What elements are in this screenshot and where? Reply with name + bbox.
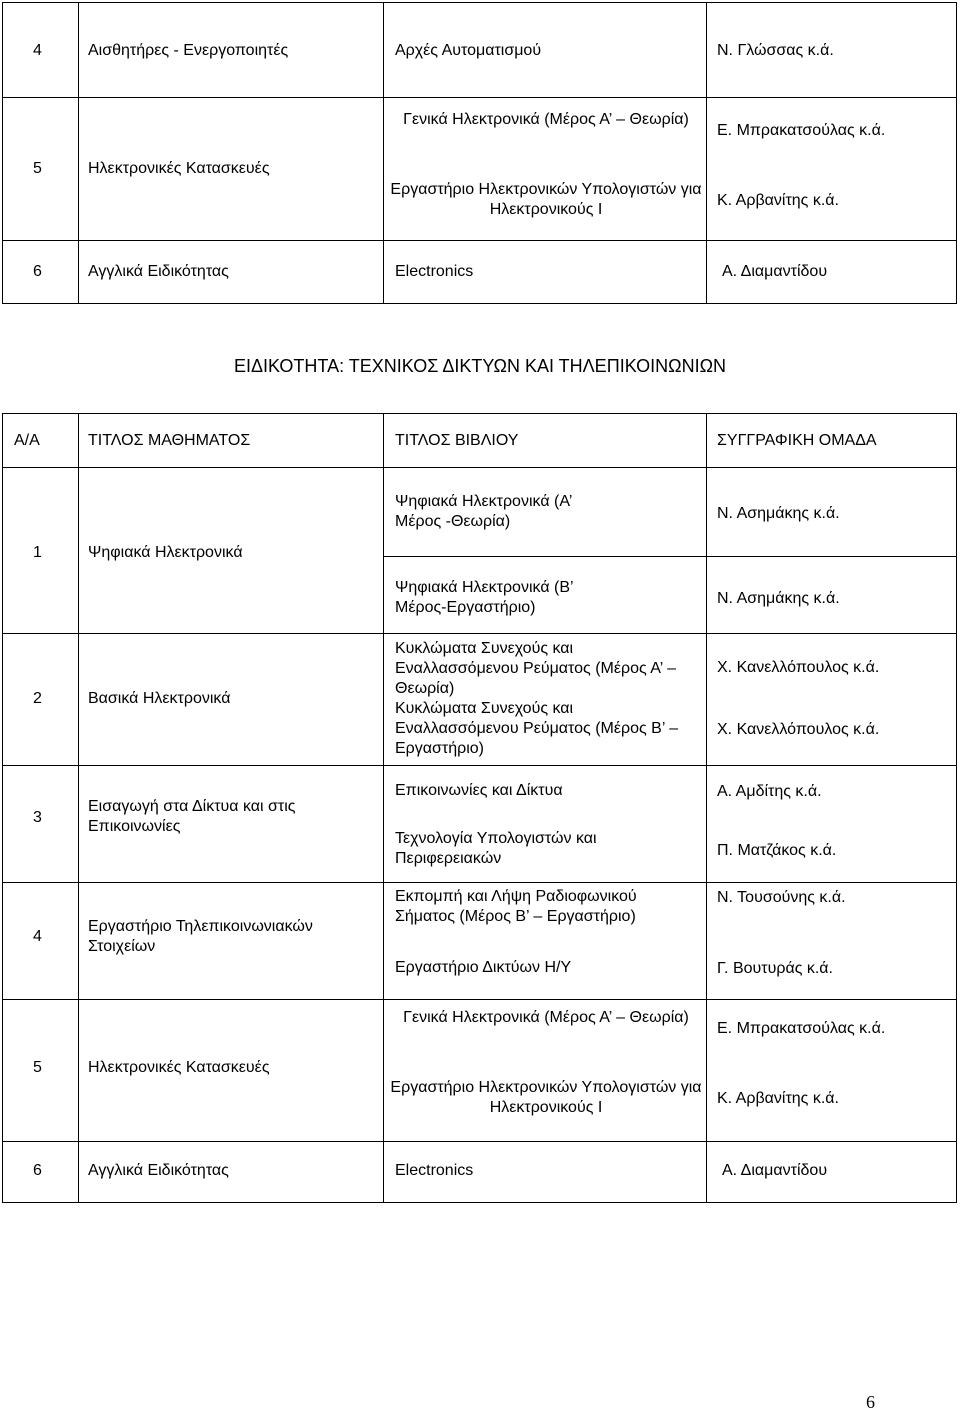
author-group: Κ. Αρβανίτης κ.ά. [717, 192, 839, 209]
row-number: 4 [33, 928, 42, 945]
course-title: Αγγλικά Ειδικότητας [88, 1162, 229, 1179]
page-number: 6 [866, 1392, 875, 1412]
course-title: Βασικά Ηλεκτρονικά [88, 690, 231, 707]
author-group: Ν. Τουσούνης κ.ά. [717, 889, 846, 906]
author-group: Ν. Ασημάκης κ.ά. [717, 590, 840, 607]
book-title: Κυκλώματα Συνεχούς και Εναλλασσόμενου Ρεύματος (Μέρος Α’ – Θεωρία) [395, 640, 677, 697]
book-title: Επικοινωνίες και Δίκτυα [395, 782, 563, 799]
course-title: Ηλεκτρονικές Κατασκευές [88, 160, 270, 177]
book-title: Ψηφιακά Ηλεκτρονικά (Β’ Μέρος-Εργαστήριο) [395, 579, 573, 616]
author-group: Γ. Βουτυράς κ.ά. [717, 960, 833, 977]
section-heading: ΕΙΔΙΚΟΤΗΤΑ: ΤΕΧΝΙΚΟΣ ΔΙΚΤΥΩΝ ΚΑΙ ΤΗΛΕΠΙΚΟΙΝΩΝΙΩΝ [233, 356, 727, 376]
book-title: Εργαστήριο Ηλεκτρονικών Υπολογιστών για Ηλεκτρονικούς Ι [390, 1079, 702, 1116]
author-group: Ε. Μπρακατσούλας κ.ά. [717, 122, 886, 139]
course-title: Ηλεκτρονικές Κατασκευές [88, 1059, 270, 1076]
author-group: Α. Διαμαντίδου [722, 263, 828, 280]
book-title: Εργαστήριο Δικτύων Η/Υ [395, 959, 572, 976]
row-number: 6 [33, 263, 42, 280]
author-group: Χ. Κανελλόπουλος κ.ά. [717, 721, 880, 738]
author-group: Κ. Αρβανίτης κ.ά. [717, 1090, 839, 1107]
course-title: Ψηφιακά Ηλεκτρονικά [88, 544, 243, 561]
author-group: Ν. Γλώσσας κ.ά. [717, 42, 834, 59]
author-group: Ν. Ασημάκης κ.ά. [717, 505, 840, 522]
row-number: 4 [33, 42, 42, 59]
row-number: 6 [33, 1162, 42, 1179]
row-number: 2 [33, 690, 42, 707]
header-book-title: ΤΙΤΛΟΣ ΒΙΒΛΙΟΥ [395, 432, 519, 449]
book-title: Εργαστήριο Ηλεκτρονικών Υπολογιστών για Ηλεκτρονικούς Ι [390, 181, 702, 218]
row-number: 5 [33, 1059, 42, 1076]
book-title: Γενικά Ηλεκτρονικά (Μέρος Α’ – Θεωρία) [403, 111, 689, 128]
course-title: Εισαγωγή στα Δίκτυα και στις Επικοινωνίες [88, 798, 296, 835]
header-number: Α/Α [14, 432, 40, 449]
book-title: Κυκλώματα Συνεχούς και Εναλλασσόμενου Ρεύματος (Μέρος Β’ – Εργαστήριο) [395, 700, 679, 757]
author-group: Α. Διαμαντίδου [722, 1162, 828, 1179]
book-title: Electronics [395, 263, 474, 280]
row-number: 1 [33, 544, 42, 561]
book-title: Εκπομπή και Λήψη Ραδιοφωνικού Σήματος (Μέρος Β’ – Εργαστήριο) [395, 888, 637, 925]
row-number: 3 [33, 809, 42, 826]
course-title: Αισθητήρες - Ενεργοποιητές [88, 42, 289, 59]
course-title: Αγγλικά Ειδικότητας [88, 263, 229, 280]
book-title: Γενικά Ηλεκτρονικά (Μέρος Α’ – Θεωρία) [403, 1009, 689, 1026]
header-course-title: ΤΙΤΛΟΣ ΜΑΘΗΜΑΤΟΣ [88, 432, 251, 449]
row-number: 5 [33, 160, 42, 177]
author-group: Ε. Μπρακατσούλας κ.ά. [717, 1020, 886, 1037]
book-title: Ψηφιακά Ηλεκτρονικά (Α’ Μέρος -Θεωρία) [395, 493, 572, 530]
author-group: Α. Αμδίτης κ.ά. [717, 783, 822, 800]
book-title: Αρχές Αυτοματισμού [395, 42, 542, 59]
course-title: Εργαστήριο Τηλεπικοινωνιακών Στοιχείων [88, 918, 313, 955]
book-title: Τεχνολογία Υπολογιστών και Περιφερειακών [395, 830, 597, 867]
book-title: Electronics [395, 1162, 474, 1179]
author-group: Χ. Κανελλόπουλος κ.ά. [717, 659, 880, 676]
author-group: Π. Ματζάκος κ.ά. [717, 842, 837, 859]
header-author-group: ΣΥΓΓΡΑΦΙΚΗ ΟΜΑΔΑ [717, 432, 877, 449]
